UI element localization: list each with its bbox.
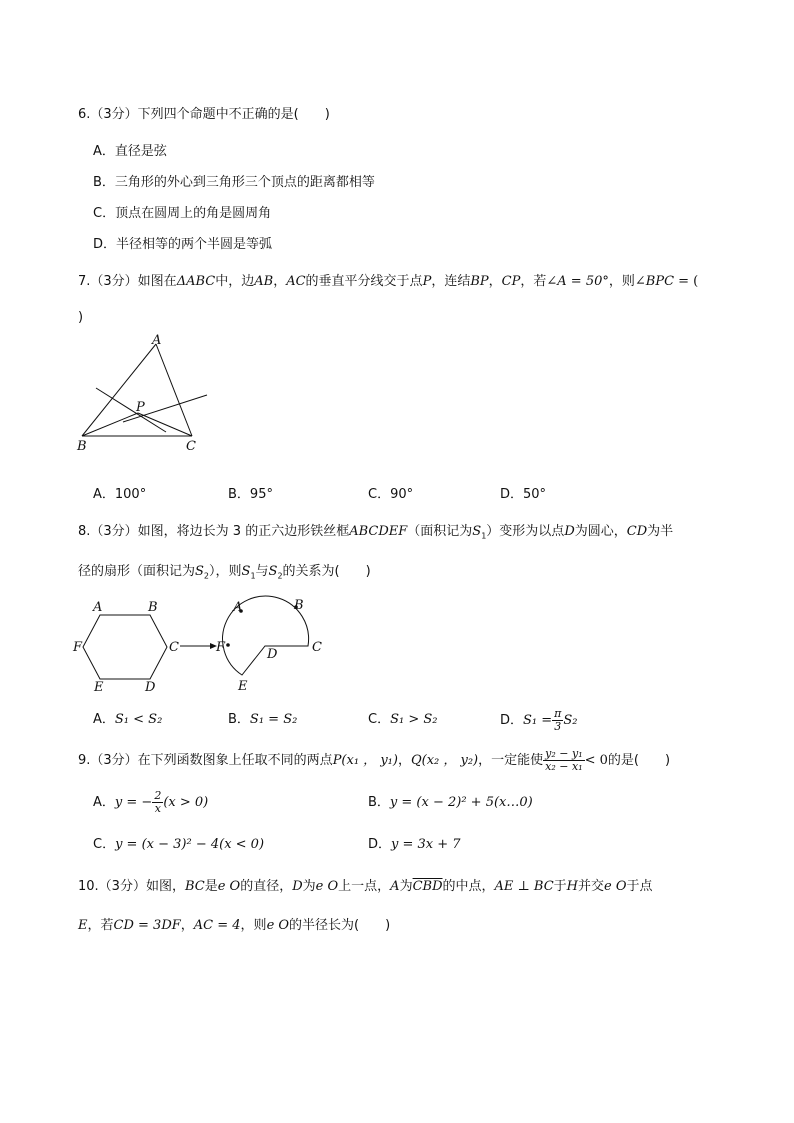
q8-fan-label-f: F (216, 640, 226, 655)
q8-hex-label-a: A (93, 600, 103, 615)
q9-fraction: $\frac{\text{y₂ − y₁}}{\text{x₂ − x₁}}$ (545, 747, 583, 773)
q8-option-d: D．S₁ = $\frac{\pi}{3}$ S₂ (500, 707, 578, 733)
q10-stem: 10.（3分）如图，BC是e O的直径，D为e O上一点，A为$\overline{CBD}$的中点，AE ⊥ BC于H并交e O于点 (78, 879, 653, 894)
q7-stem-line2: ) (78, 310, 84, 325)
q7-option-c: C．90° (368, 487, 414, 502)
q8-fan-label-e: E (238, 679, 248, 694)
q7-option-d: D．50° (500, 487, 547, 502)
q8-option-b: B．S₁ = S₂ (228, 712, 298, 727)
q8-hex-label-b: B (148, 600, 158, 615)
q9-option-b: B．y = (x − 2)² + 5(x…0) (368, 795, 533, 810)
q7-stem: 7.（3分）如图在ΔABC中，边AB，AC的垂直平分线交于点P，连结BP，CP，若∠A = 50°，则∠BPC = ( (78, 274, 699, 289)
q9-option-a: A．y = − $\frac{2}{x}$ (x > 0) (93, 789, 209, 815)
q8-fan-label-a: A (233, 600, 243, 615)
q7-side-ab (82, 344, 156, 436)
q8-stem-line2: 径的扇形（面积记为$S_2$），则$S_1$与$S_2$的关系为( ) (78, 564, 371, 581)
q7-option-a: A．100° (93, 487, 147, 502)
q8-fan-label-d: D (267, 647, 278, 662)
q8-option-a: A．S₁ < S₂ (93, 712, 163, 727)
q8-figure (70, 595, 340, 700)
q8-hexagon (83, 615, 167, 679)
q8-stem: 8.（3分）如图，将边长为 3 的正六边形铁丝框ABCDEF（面积记为$S_1$）变形为以点D为圆心，CD为半 (78, 524, 674, 541)
q8-hex-label-d: D (145, 680, 156, 695)
q6-option-a: A．直径是弦 (93, 144, 167, 159)
q6-option-b: B．三角形的外心到三角形三个顶点的距离都相等 (93, 175, 375, 190)
q7-label-a: A (152, 333, 162, 348)
q9-option-c: C．y = (x − 3)² − 4(x < 0) (93, 837, 265, 852)
q8-fan-label-b: B (294, 598, 304, 613)
q8-fan-label-c: C (312, 640, 322, 655)
q7-label-c: C (186, 439, 196, 454)
q10-stem-line2: E，若CD = 3DF，AC = 4，则e O的半径长为( ) (78, 918, 391, 933)
q6-option-c: C．顶点在圆周上的角是圆周角 (93, 206, 272, 221)
q7-segment-bp (82, 413, 138, 436)
q9-stem: 9.（3分）在下列函数图象上任取不同的两点P(x₁ ， y₁)，Q(x₂ ， y₂)，一定能使 $\frac{\text{y₂ − y₁}}{\text{x₂ − x₁}}$ < 0的是( ) (78, 747, 671, 773)
q7-option-b: B．95° (228, 487, 273, 502)
q6-option-d: D．半径相等的两个半圆是等弧 (93, 237, 273, 252)
q8-option-c: C．S₁ > S₂ (368, 712, 438, 727)
q8-hex-label-c: C (169, 640, 179, 655)
q9-option-a-fraction: $\frac{2}{x}$ (154, 789, 162, 815)
q6-stem: 6.（3分）下列四个命题中不正确的是( ) (78, 107, 330, 122)
q9-option-d: D．y = 3x + 7 (368, 837, 461, 852)
q7-label-b: B (77, 439, 87, 454)
q8-option-d-fraction: $\frac{\pi}{3}$ (554, 707, 562, 733)
q8-hex-label-f: F (73, 640, 83, 655)
q8-hex-label-e: E (94, 680, 104, 695)
q7-side-ac (156, 344, 192, 436)
q7-triangle-figure (70, 330, 220, 482)
q8-point-f (226, 643, 230, 647)
q7-label-p: P (136, 400, 145, 415)
